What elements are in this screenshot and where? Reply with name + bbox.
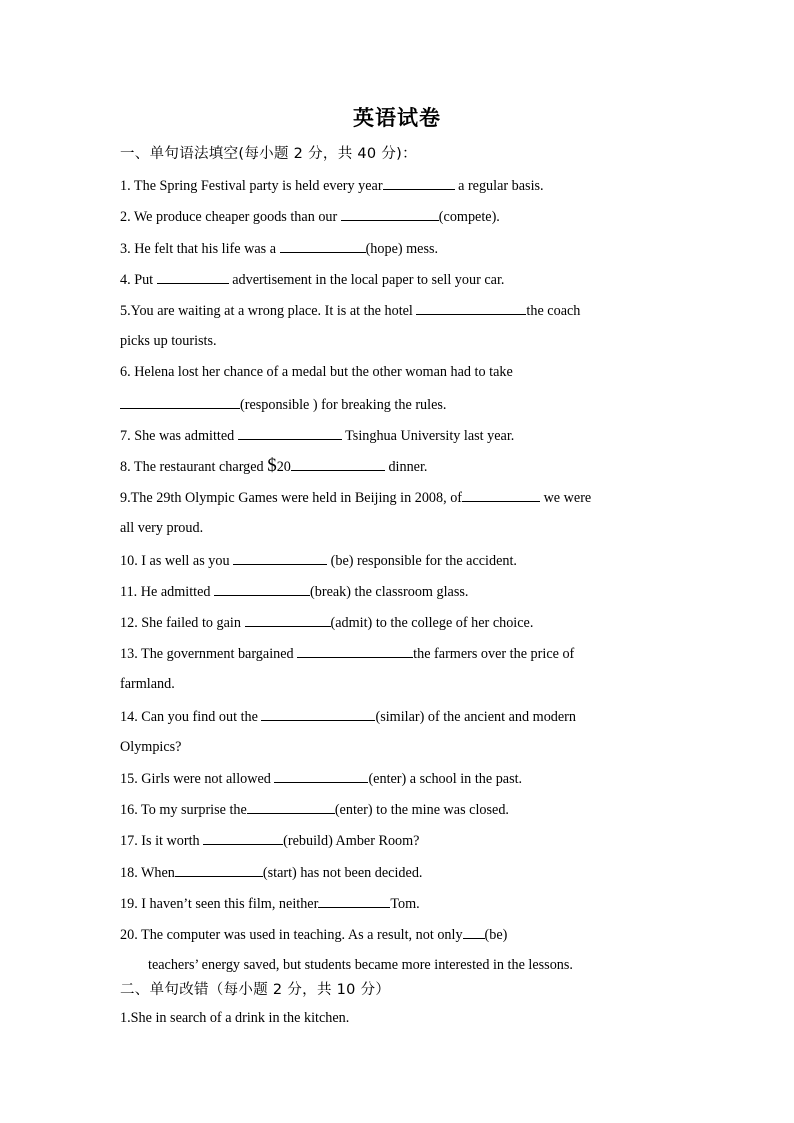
answer-blank[interactable] (120, 395, 240, 409)
question-6-continuation: (responsible ) for breaking the rules. (120, 395, 674, 414)
answer-blank[interactable] (175, 863, 263, 877)
question-7: 7. She was admitted Tsinghua University last year. (120, 428, 515, 444)
question-13-continuation: farmland. (120, 676, 175, 692)
answer-blank[interactable] (297, 644, 413, 658)
question-19: 19. I haven’t seen this film, neither Tom. (120, 896, 420, 912)
answer-blank[interactable] (214, 582, 310, 596)
section-2-question-1: 1.She in search of a drink in the kitchen. (120, 1010, 350, 1026)
question-9: 9.The 29th Olympic Games were held in Beijing in 2008, of we were (120, 490, 592, 506)
answer-blank[interactable] (341, 207, 439, 221)
question-2: 2. We produce cheaper goods than our (compete). (120, 209, 500, 225)
answer-blank[interactable] (416, 301, 526, 315)
answer-blank[interactable] (233, 551, 327, 565)
section-1-heading: 一、单句语法填空(每小题 2 分，共 40 分)： (120, 146, 417, 162)
question-4: 4. Put advertisement in the local paper to sell your car. (120, 272, 505, 288)
question-8: 8. The restaurant charged $20 dinner. (120, 455, 428, 476)
question-20-continuation: teachers’ energy saved, but students became more interested in the lessons. (148, 957, 573, 973)
question-14-continuation: Olympics? (120, 739, 182, 755)
answer-blank[interactable] (238, 426, 342, 440)
question-3: 3. He felt that his life was a (hope) mess. (120, 241, 439, 257)
answer-blank[interactable] (383, 176, 455, 190)
answer-blank[interactable] (245, 613, 331, 627)
question-13: 13. The government bargained the farmers over the price of (120, 646, 575, 662)
question-5: 5.You are waiting at a wrong place. It is at the hotel the coach (120, 303, 581, 319)
question-5-continuation: picks up tourists. (120, 333, 217, 349)
answer-blank[interactable] (463, 925, 485, 939)
question-14: 14. Can you find out the (similar) of the ancient and modern (120, 709, 576, 725)
answer-blank[interactable] (157, 270, 229, 284)
question-15: 15. Girls were not allowed (enter) a school in the past. (120, 771, 523, 787)
question-20: 20. The computer was used in teaching. As a result, not only (be) (120, 927, 508, 943)
answer-blank[interactable] (318, 894, 390, 908)
question-1: 1. The Spring Festival party is held every year a regular basis. (120, 178, 544, 194)
dollar-sign: $ (267, 455, 277, 476)
question-6: 6. Helena lost her chance of a medal but the other woman had to take (120, 364, 513, 380)
answer-blank[interactable] (291, 457, 385, 471)
section-2-heading: 二、单句改错（每小题 2 分，共 10 分） (120, 982, 391, 998)
answer-blank[interactable] (261, 707, 375, 721)
question-12: 12. She failed to gain (admit) to the college of her choice. (120, 615, 534, 631)
question-11: 11. He admitted (break) the classroom glass. (120, 584, 469, 600)
question-9-continuation: all very proud. (120, 520, 204, 536)
question-17: 17. Is it worth (rebuild) Amber Room? (120, 833, 420, 849)
answer-blank[interactable] (203, 831, 283, 845)
answer-blank[interactable] (247, 800, 335, 814)
question-18: 18. When (start) has not been decided. (120, 865, 423, 881)
page-title: 英语试卷 (353, 106, 441, 130)
answer-blank[interactable] (462, 488, 540, 502)
question-16: 16. To my surprise the (enter) to the mine was closed. (120, 802, 509, 818)
answer-blank[interactable] (280, 239, 366, 253)
answer-blank[interactable] (274, 769, 368, 783)
question-10: 10. I as well as you (be) responsible for the accident. (120, 553, 517, 569)
